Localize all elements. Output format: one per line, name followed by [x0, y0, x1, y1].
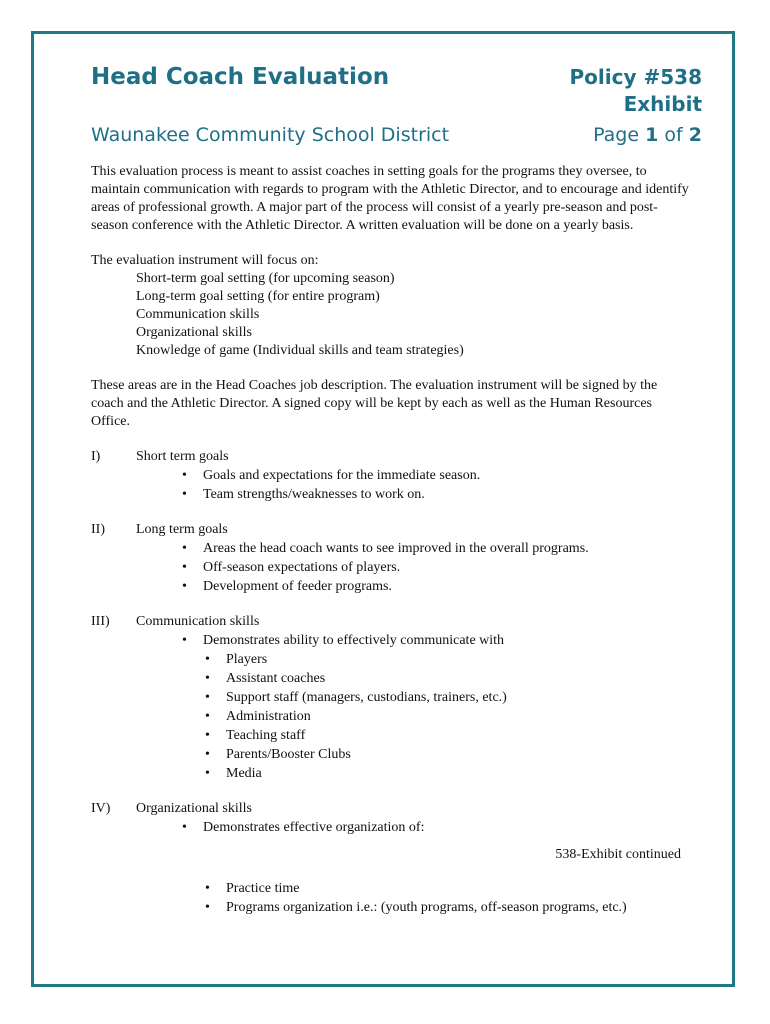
document-title: Head Coach Evaluation — [91, 64, 390, 90]
bullet-icon: • — [205, 690, 210, 705]
focus-item: Long-term goal setting (for entire program) — [136, 289, 380, 304]
district-name: Waunakee Community School District — [91, 124, 450, 146]
policy-label — [570, 64, 702, 118]
page-number: 1 — [645, 124, 659, 146]
section-short-term — [91, 448, 691, 504]
document-body — [91, 163, 691, 917]
continued-note: 538-Exhibit continued — [555, 847, 681, 862]
sub-list-item: • Practice time — [205, 881, 300, 896]
policy-exhibit: Exhibit — [623, 92, 702, 116]
section-organizational — [91, 800, 691, 917]
sub-list-item: • Parents/Booster Clubs — [205, 747, 351, 762]
bullet-icon: • — [182, 541, 187, 556]
bullet-icon: • — [205, 881, 210, 896]
section-long-term — [91, 521, 691, 596]
page-of: of — [664, 124, 683, 146]
focus-list — [91, 270, 691, 360]
bullet-icon: • — [182, 579, 187, 594]
bullet-icon: • — [205, 671, 210, 686]
section-numeral: IV) — [91, 801, 111, 816]
bullet-icon: • — [205, 766, 210, 781]
focus-intro: The evaluation instrument will focus on: — [91, 253, 319, 268]
bullet-icon: • — [205, 709, 210, 724]
list-item: • Team strengths/weaknesses to work on. — [182, 487, 425, 502]
list-item: • Demonstrates effective organization of: — [182, 820, 425, 835]
policy-number: Policy #538 — [569, 65, 702, 89]
list-item: • Off-season expectations of players. — [182, 560, 401, 575]
section-title: Communication skills — [136, 614, 260, 629]
sub-list-item: • Administration — [205, 709, 311, 724]
section-title: Long term goals — [136, 522, 228, 537]
bullet-icon: • — [182, 633, 187, 648]
bullet-icon: • — [205, 728, 210, 743]
focus-item: Organizational skills — [136, 325, 252, 340]
section-title: Short term goals — [136, 449, 229, 464]
list-item: • Areas the head coach wants to see improved in the overall programs. — [182, 541, 589, 556]
focus-item: Communication skills — [136, 307, 260, 322]
section-numeral: I) — [91, 449, 101, 464]
page-prefix: Page — [593, 124, 640, 146]
sub-list-item: • Assistant coaches — [205, 671, 326, 686]
list-item: • Goals and expectations for the immediate season. — [182, 468, 481, 483]
section-communication — [91, 613, 691, 783]
bullet-icon: • — [205, 747, 210, 762]
intro-paragraph: This evaluation process is meant to assist coaches in setting goals for the programs they oversee, to maintain communication with regards to program with the Athletic Director, and to encourage and identify areas of professional growth. A major part of the process will consist of a yearly pre-season and post-season conference with the Athletic Director. A written evaluation will be done on a yearly basis. — [91, 164, 689, 233]
sub-list-item: • Teaching staff — [205, 728, 306, 743]
list-item: • Development of feeder programs. — [182, 579, 392, 594]
page-total: 2 — [688, 124, 702, 146]
bullet-icon: • — [182, 487, 187, 502]
sub-list-item: • Players — [205, 652, 268, 667]
focus-item: Short-term goal setting (for upcoming season) — [136, 271, 395, 286]
page-indicator — [593, 124, 702, 146]
areas-paragraph: These areas are in the Head Coaches job description. The evaluation instrument will be signed by the coach and the Athletic Director. A signed copy will be kept by each as well as the Human Resources Office. — [91, 378, 658, 429]
sub-list-item: • Support staff (managers, custodians, trainers, etc.) — [205, 690, 507, 705]
bullet-icon: • — [182, 468, 187, 483]
bullet-icon: • — [205, 900, 210, 915]
sub-list-item: • Media — [205, 766, 262, 781]
section-title: Organizational skills — [136, 801, 252, 816]
section-numeral: II) — [91, 522, 105, 537]
bullet-icon: • — [205, 652, 210, 667]
sub-list-item: • Programs organization i.e.: (youth programs, off-season programs, etc.) — [205, 900, 627, 915]
focus-item: Knowledge of game (Individual skills and team strategies) — [136, 343, 464, 358]
bullet-icon: • — [182, 820, 187, 835]
section-numeral: III) — [91, 614, 110, 629]
bullet-icon: • — [182, 560, 187, 575]
list-item: • Demonstrates ability to effectively communicate with — [182, 633, 505, 648]
